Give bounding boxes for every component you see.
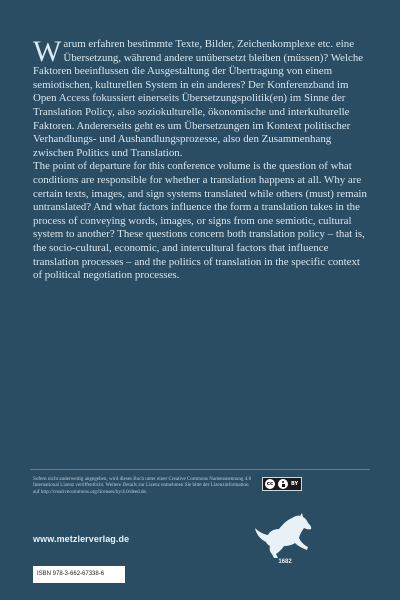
horse-icon [252, 512, 318, 566]
by-icon [278, 479, 288, 489]
logo-year: 1682 [278, 559, 292, 565]
by-label: BY [291, 481, 299, 487]
publisher-website: www.metzlerverlag.de [33, 534, 130, 544]
license-notice: Sofern nicht anderweitig angegeben, wird dieses Buch unter einer Creative Commons Namensnennung 4.0 International Lizenz veröffentlicht. Weitere Details zur Lizenz entnehmen Sie bitte der Lizenzinformation auf http://creativecommons.org/licenses/by/4.0/deed.de. [33, 476, 252, 495]
blurb-german-text: arum erfahren bestimmte Texte, Bilder, Zeichenkomplexe etc. eine Übersetzung, während andere unübersetzt bleiben (müssen)? Welche Faktoren beeinflussen die Ausgestaltung der Übertragung von einem semiotischen, kulturellen System in ein anderes? Der Konferenzband im Open Access fokussiert einerseits Übersetzungspolitik(en) im Sinne der Translation Policy, also soziokulturelle, ökonomische und interkulturelle Faktoren. Andererseits geht es um Übersetzungen im Kontext politischer Verhandlungs- und Aushandlungsprozesse, also den Zusammenhang zwischen Politics und Translation. [33, 38, 364, 159]
back-cover-blurb [33, 35, 369, 283]
cc-by-badge [262, 477, 302, 491]
blurb-german [33, 35, 369, 160]
blurb-english: The point of departure for this conference volume is the question of what conditions are responsible for whether a translation happens at all. Why are certain texts, images, and sign systems translated while others (must) remain untranslated? And what factors influence the form a translation takes in the process of conveying words, images, or signs from one semiotic, cultural system to another? These questions concern both translation policy – that is, the socio-cultural, economic, and intercultural factors that influence translation processes – and the politics of translation in the specific context of political negotiation processes. [33, 160, 367, 282]
drop-cap: W [33, 35, 62, 68]
section-divider [30, 469, 370, 470]
cc-icon [265, 479, 275, 489]
isbn-label: ISBN 978-3-662-67338-6 [33, 566, 125, 583]
cc-label: cc [266, 481, 274, 487]
